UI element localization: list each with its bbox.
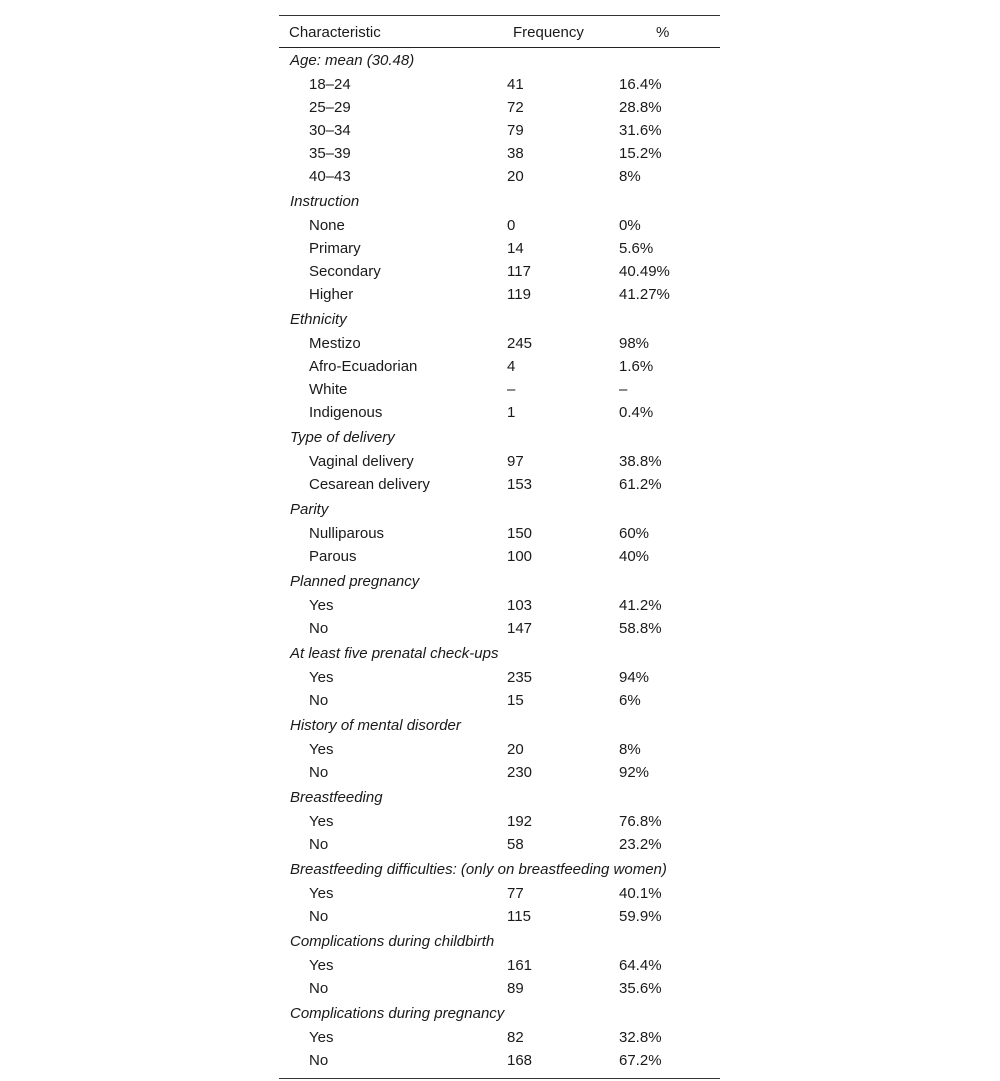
row-label: 40–43: [309, 168, 351, 185]
row-label: Cesarean delivery: [309, 476, 430, 493]
table-row: [279, 378, 720, 401]
row-percent: 16.4%: [619, 76, 662, 93]
table-row: [279, 522, 720, 545]
table-row: [279, 214, 720, 237]
row-percent: 8%: [619, 741, 641, 758]
header-percent: %: [656, 24, 670, 41]
row-label: Yes: [309, 885, 334, 902]
row-frequency: 89: [507, 980, 524, 997]
row-frequency: 150: [507, 525, 533, 542]
row-frequency: –: [507, 381, 516, 398]
table-bottom-rule: [279, 1078, 720, 1079]
row-frequency: 20: [507, 168, 524, 185]
group-heading: Breastfeeding: [290, 789, 383, 806]
row-percent: 1.6%: [619, 358, 654, 375]
group-heading: Parity: [290, 501, 329, 518]
row-percent: 76.8%: [619, 813, 662, 830]
row-frequency: 168: [507, 1052, 533, 1069]
table-row: [279, 237, 720, 260]
row-percent: 92%: [619, 764, 650, 781]
table-row: [279, 142, 720, 165]
table-row: [279, 96, 720, 119]
row-percent: 61.2%: [619, 476, 662, 493]
table-row: [279, 473, 720, 496]
row-percent: 38.8%: [619, 453, 662, 470]
row-label: Yes: [309, 669, 334, 686]
table-row: [279, 119, 720, 142]
row-label: No: [309, 692, 329, 709]
group-heading: Instruction: [290, 193, 360, 210]
row-label: Afro-Ecuadorian: [309, 358, 418, 375]
table-row: [279, 283, 720, 306]
row-label: Yes: [309, 597, 334, 614]
table-row: [279, 810, 720, 833]
group-heading: History of mental disorder: [290, 717, 461, 734]
table-row: [279, 355, 720, 378]
row-label: White: [309, 381, 348, 398]
row-label: Yes: [309, 741, 334, 758]
row-label: Parous: [309, 548, 357, 565]
table-row: [279, 617, 720, 640]
table-row: [279, 545, 720, 568]
table-row: [279, 594, 720, 617]
row-frequency: 147: [507, 620, 533, 637]
row-percent: 32.8%: [619, 1029, 662, 1046]
row-percent: 40%: [619, 548, 650, 565]
header-frequency: Frequency: [513, 24, 584, 41]
row-frequency: 115: [507, 908, 531, 925]
table-row: [279, 905, 720, 928]
table-row: [279, 73, 720, 96]
table-row: [279, 1049, 720, 1072]
row-percent: 40.49%: [619, 263, 670, 280]
row-frequency: 20: [507, 741, 524, 758]
table-row: [279, 165, 720, 188]
row-percent: 8%: [619, 168, 641, 185]
row-frequency: 117: [507, 263, 531, 280]
table-row: [279, 738, 720, 761]
row-frequency: 41: [507, 76, 524, 93]
row-label: 30–34: [309, 122, 351, 139]
row-label: None: [309, 217, 345, 234]
row-percent: 40.1%: [619, 885, 662, 902]
row-frequency: 0: [507, 217, 516, 234]
table-row: [279, 977, 720, 1000]
row-label: Higher: [309, 286, 354, 303]
row-percent: 5.6%: [619, 240, 654, 257]
group-heading: At least five prenatal check-ups: [290, 645, 499, 662]
table-row: [279, 833, 720, 856]
row-frequency: 58: [507, 836, 524, 853]
table-row: [279, 450, 720, 473]
row-frequency: 82: [507, 1029, 524, 1046]
table-row: [279, 666, 720, 689]
row-label: No: [309, 836, 329, 853]
characteristics-table: [279, 15, 720, 1079]
row-frequency: 235: [507, 669, 533, 686]
row-percent: 41.2%: [619, 597, 662, 614]
row-frequency: 97: [507, 453, 524, 470]
row-percent: 35.6%: [619, 980, 662, 997]
group-heading: Breastfeeding difficulties: (only on breastfeeding women): [290, 861, 667, 878]
group-heading: Planned pregnancy: [290, 573, 420, 590]
row-label: Indigenous: [309, 404, 383, 421]
row-label: Yes: [309, 1029, 334, 1046]
row-frequency: 72: [507, 99, 524, 116]
row-percent: 41.27%: [619, 286, 670, 303]
row-percent: 67.2%: [619, 1052, 662, 1069]
row-label: No: [309, 1052, 329, 1069]
row-frequency: 14: [507, 240, 524, 257]
table-row: [279, 882, 720, 905]
table-header: [279, 16, 720, 47]
row-label: No: [309, 764, 329, 781]
row-label: No: [309, 908, 329, 925]
row-frequency: 153: [507, 476, 533, 493]
row-percent: 6%: [619, 692, 641, 709]
row-frequency: 100: [507, 548, 533, 565]
row-label: Secondary: [309, 263, 381, 280]
row-label: Nulliparous: [309, 525, 385, 542]
group-heading: Complications during childbirth: [290, 933, 495, 950]
row-percent: 98%: [619, 335, 650, 352]
row-label: 18–24: [309, 76, 351, 93]
row-frequency: 77: [507, 885, 524, 902]
row-label: Primary: [309, 240, 361, 257]
table-row: [279, 689, 720, 712]
row-percent: 58.8%: [619, 620, 662, 637]
row-percent: 15.2%: [619, 145, 662, 162]
row-label: No: [309, 620, 329, 637]
row-frequency: 161: [507, 957, 533, 974]
row-frequency: 230: [507, 764, 533, 781]
row-percent: 31.6%: [619, 122, 662, 139]
row-percent: 0.4%: [619, 404, 654, 421]
row-frequency: 192: [507, 813, 533, 830]
row-label: Yes: [309, 813, 334, 830]
row-percent: 60%: [619, 525, 650, 542]
row-frequency: 4: [507, 358, 516, 375]
row-label: Yes: [309, 957, 334, 974]
row-frequency: 79: [507, 122, 524, 139]
row-frequency: 103: [507, 597, 533, 614]
row-frequency: 119: [507, 286, 531, 303]
row-frequency: 15: [507, 692, 524, 709]
table-row: [279, 260, 720, 283]
group-heading: Complications during pregnancy: [290, 1005, 505, 1022]
group-heading: Age: mean (30.48): [290, 52, 415, 69]
table-row: [279, 761, 720, 784]
row-percent: 0%: [619, 217, 641, 234]
table-row: [279, 401, 720, 424]
row-percent: 23.2%: [619, 836, 662, 853]
table-body: [279, 48, 720, 1078]
row-frequency: 1: [507, 404, 516, 421]
row-label: No: [309, 980, 329, 997]
row-percent: 59.9%: [619, 908, 662, 925]
row-percent: 64.4%: [619, 957, 662, 974]
row-frequency: 38: [507, 145, 524, 162]
table-row: [279, 332, 720, 355]
header-characteristic: Characteristic: [289, 24, 381, 41]
row-frequency: 245: [507, 335, 533, 352]
row-label: 25–29: [309, 99, 351, 116]
row-label: Vaginal delivery: [309, 453, 414, 470]
row-percent: 28.8%: [619, 99, 662, 116]
table-row: [279, 1026, 720, 1049]
group-heading: Type of delivery: [290, 429, 395, 446]
row-percent: 94%: [619, 669, 650, 686]
row-label: 35–39: [309, 145, 351, 162]
group-heading: Ethnicity: [290, 311, 347, 328]
table-row: [279, 954, 720, 977]
row-label: Mestizo: [309, 335, 361, 352]
row-percent: –: [619, 381, 628, 398]
